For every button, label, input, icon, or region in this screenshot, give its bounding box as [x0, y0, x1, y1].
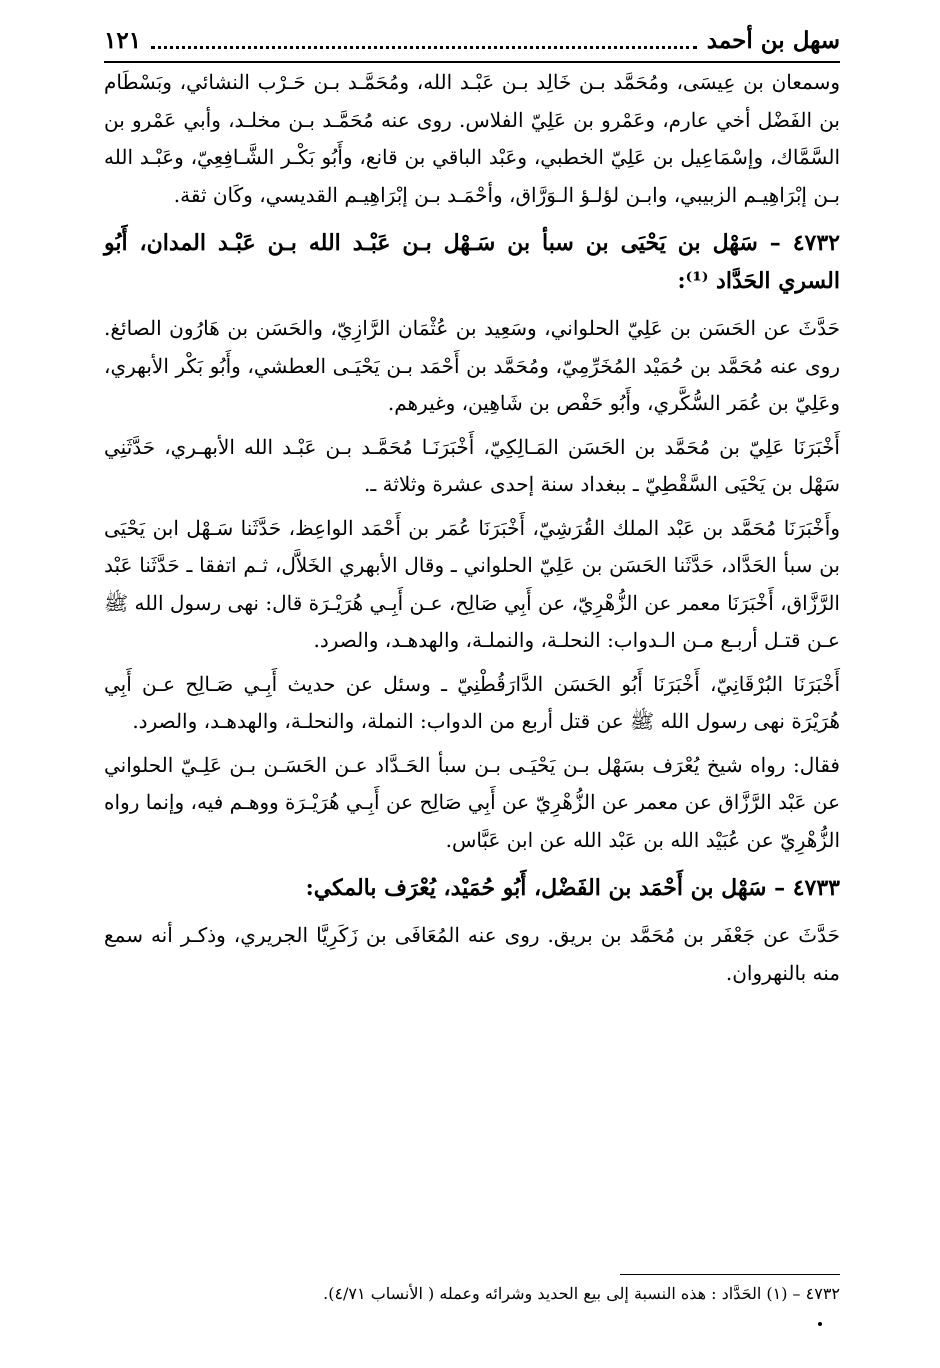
paragraph-continuation: وسمعان بن عِيسَى، ومُحَمَّد بـن خَالِد بـن عَبْـد الله، ومُحَمَّـد بـن حَـرْب النشائي، وبَسْطَام بن الفَضْل أخي عارم، وعَمْرو بن عَلِيّ الفلاس. روى عنه مُحَمَّـد بـن مخلـد، وأبي عَمْرو بن السَّمَّاك، وإسْمَاعِيل بن عَلِيّ الخطبي، وعَبْد الباقي بن قانع، وأَبُو بَكْـر الشَّـافِعِيّ، وعَبْـد الله بـن إبْرَاهِيـم الزبيبي، وابـن لؤلـؤ الـوَرَّاق، وأحْمَـد بـن إبْرَاهِيـم القديسي، وكَان ثقة.: [104, 70, 841, 207]
paragraph-4732-comment: فقال: رواه شيخ يُعْرَف بسَهْل بـن يَحْيَـى بـن سبأ الحَـدَّاد عـن الحَسَـن بـن عَلِـيّ الحلواني عن عَبْد الرَّزَّاق عن معمر عن الزُّهْرِيّ عن أَبِي صَالِح عن أَبِـي هُرَيْـرَة ووهـم فيه، وإنما رواه الزُّهْرِيّ عن عُبَيْد الله بن عَبْد الله عن ابن عَبَّاس.: [104, 752, 840, 852]
header-dot-leader: [151, 45, 697, 49]
paragraph-4732-isnad-1: أَخْبَرَنَا عَلِيّ بن مُحَمَّد بن الحَسَن المَـالِكِيّ، أَخْبَرَنَـا مُحَمَّـد بـن عَبْـد الله الأبهـري، حَدَّثَنِي سَهْل بن يَحْيَى السَّقْطِيّ ـ ببغداد سنة إحدى عشرة وثلاثة ـ.: [104, 434, 840, 496]
header-rule: [104, 61, 840, 63]
footnote-rule: [620, 1274, 840, 1275]
header-title: سهل بن أحمد: [706, 26, 840, 54]
page-mark: [818, 1322, 822, 1326]
paragraph-4732-intro: حَدَّثَ عن الحَسَن بن عَلِيّ الحلواني، وسَعِيد بن عُثْمَان الرَّازِيّ، والحَسَن بن هَارُون الصائغ. روى عنه مُحَمَّد بن حُمَيْد المُخَرِّمِيّ، ومُحَمَّد بن أَحْمَد بـن يَحْيَـى العطشي، وأَبُو بَكْر الأبهري، وعَلِيّ بن عُمَر السُّكَّري، وأَبُو حَفْص بن شَاهِين، وغيرهم.: [104, 316, 840, 415]
paragraph-4732-hadith: وأَخْبَرَنَا مُحَمَّد بن عَبْد الملك القُرَشِيّ، أَخْبَرَنَا عُمَر بن أَحْمَد الواعِظ، حَدَّثَنا سَـهْل ابن يَحْيَى بن سبأ الحَدَّاد، حَدَّثَنا الحَسَن بن عَلِيّ الحلواني ـ وقال الأبهري الخَلاَّل، ثـم اتفقا ـ حَدَّثَنا عَبْد الرَّزَّاق، أَخْبَرَنَا معمر عن الزُّهْرِيّ، عن أَبِي صَالِح، عـن أَبِـي هُرَيْـرَة قال: نهى رسول الله ﷺ عـن قتـل أربـع مـن الـدواب: النحلـة، والنملـة، والهدهـد، والصرد.: [104, 515, 840, 652]
paragraph-4733: حَدَّثَ عن جَعْفَر بن مُحَمَّد بن بريق. روى عنه المُعَافَى بن زَكَرِيَّا الجريري، وذكـر أنه سمع منه بالنهروان.: [104, 923, 840, 985]
entry-heading-4733: ٤٧٣٣ – سَهْل بن أَحْمَد بن الفَضْل، أَبُو حُمَيْد، يُعْرَف بالمكي:: [305, 875, 840, 901]
main-text: [104, 64, 840, 992]
running-header: [104, 18, 840, 62]
entry-heading-4732: ٤٧٣٢ – سَهْل بن يَحْيَى بن سبأ بن سَـهْل بـن عَبْـد الله بـن عَبْـد المدان، أَبُو السري الحَدَّاد ⁽¹⁾:: [104, 230, 840, 294]
page-number: ١٢١: [104, 26, 142, 54]
footnote: ٤٧٣٢ – (١) الحَدَّاد : هذه النسبة إلى بيع الحديد وشرائه وعمله ( الأنساب ٤/٧١).: [323, 1284, 840, 1303]
paragraph-4732-daraqutni: أَخْبَرَنَا البُرْقَانِيّ، أَخْبَرَنَا أَبُو الحَسَن الدَّارَقُطْنِيّ ـ وسئل عن حديث أَبِـي صَـالِح عـن أَبِي هُرَيْرَة نهى رسول الله ﷺ عن قتل أربع من الدواب: النملة، والنحلـة، والهدهـد، والصرد.: [104, 671, 840, 733]
